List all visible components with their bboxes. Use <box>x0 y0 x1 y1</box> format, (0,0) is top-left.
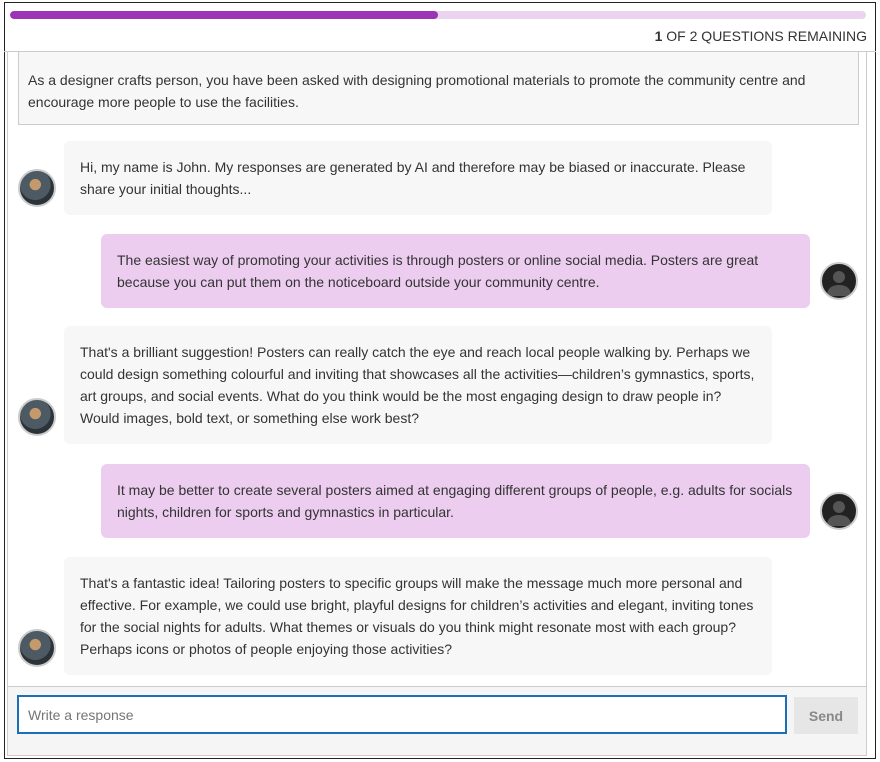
bot-message <box>18 326 772 444</box>
scenario-context: As a designer crafts person, you have been asked with designing promotional materials to promote the community centre and encourage more people to use the facilities. <box>18 52 859 125</box>
progress-fill <box>10 11 438 19</box>
remaining-label: OF 2 QUESTIONS REMAINING <box>666 28 867 44</box>
bot-message <box>18 557 772 675</box>
message-text: It may be better to create several posters aimed at engaging different groups of people, e.g. adults for socials nights, children for sports and gymnastics in particular. <box>101 464 810 538</box>
send-button[interactable]: Send <box>794 697 858 734</box>
response-input[interactable] <box>17 695 787 734</box>
user-avatar <box>820 262 858 300</box>
bot-message <box>18 141 772 215</box>
bot-avatar <box>18 629 56 667</box>
current-question: 1 <box>654 28 663 44</box>
chat-panel[interactable] <box>7 52 867 756</box>
message-text: That's a brilliant suggestion! Posters can really catch the eye and reach local people walking by. Perhaps we could design something colourful and inviting that showcases all the activities—children’s gymnastics, sports, art groups, and social events. What do you think would be the most engaging design to draw people in? Would images, bold text, or something else work best? <box>64 326 772 444</box>
user-avatar <box>820 492 858 530</box>
composer <box>8 686 866 756</box>
questions-remaining <box>655 28 867 44</box>
bot-avatar <box>18 169 56 207</box>
message-text: Hi, my name is John. My responses are generated by AI and therefore may be biased or inaccurate. Please share your initial thoughts... <box>64 141 772 215</box>
message-text: The easiest way of promoting your activities is through posters or online social media. Posters are great because you can put them on the noticeboard outside your community centre. <box>101 234 810 308</box>
bot-avatar <box>18 398 56 436</box>
user-message <box>101 234 858 308</box>
user-message <box>101 464 858 538</box>
message-text: That's a fantastic idea! Tailoring posters to specific groups will make the message much more personal and effective. For example, we could use bright, playful designs for children’s activities and elegant, inviting tones for the social nights for adults. What themes or visuals do you think might resonate most with each group? Perhaps icons or photos of people enjoying those activities? <box>64 557 772 675</box>
progress-bar <box>10 11 866 19</box>
